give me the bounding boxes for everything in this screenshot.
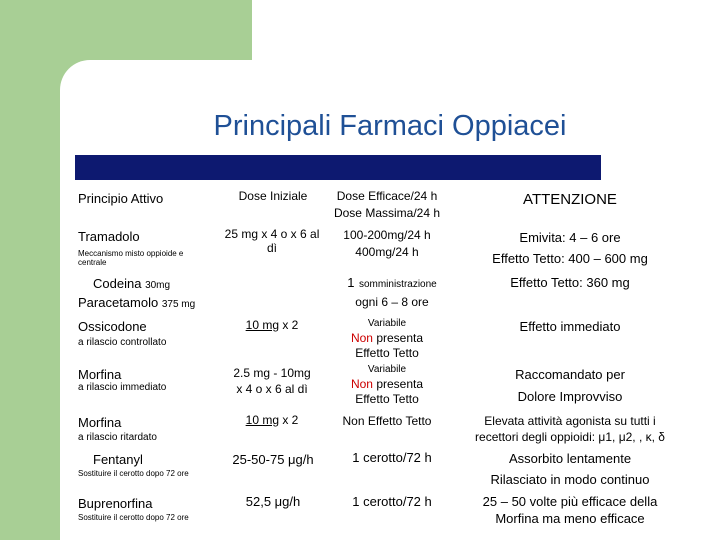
- buprenorfina-att-line1: 25 – 50 volte più efficace della: [482, 494, 658, 509]
- tramadolo-dose-iniziale: 25 mg x 4 o x 6 al dì: [224, 227, 320, 255]
- ossicodone-note: a rilascio controllato: [78, 337, 167, 348]
- ossicodone-dose-efficace: [322, 318, 452, 361]
- morfina-imm-efficace-line1: Variabile: [367, 364, 407, 375]
- buprenorfina-note: Sostituire il cerotto dopo 72 ore: [78, 513, 189, 522]
- morfina-imm-name: Morfina: [78, 367, 122, 382]
- morfina-imm-iniziale-line1: 2.5 mg - 10mg: [233, 366, 311, 380]
- morfina-rit-att-line2: recettori degli oppioidi: μ1, μ2, , κ, δ: [475, 430, 665, 445]
- fentanyl-dose-iniziale: 25-50-75 μg/h: [232, 452, 314, 467]
- fentanyl-note: Sostituire il cerotto dopo 72 ore: [78, 469, 189, 478]
- morfina-imm-dose-iniziale: [222, 366, 322, 397]
- morfina-rit-attenzione: [462, 413, 678, 445]
- tramadolo-att-line2: Effetto Tetto: 400 – 600 mg: [492, 250, 648, 266]
- codeina-efficace-num: 1: [347, 275, 355, 290]
- fentanyl-attenzione: [465, 451, 675, 488]
- morfina-imm-att-line2: Dolore Improvviso: [517, 388, 623, 404]
- codeina-dose: 30mg: [145, 280, 171, 291]
- morfina-rit-name: Morfina: [78, 415, 122, 430]
- ossicodone-efficace-line2: [322, 331, 452, 346]
- header-dose-efficace: [322, 189, 452, 222]
- header-dose-iniziale: Dose Iniziale: [238, 189, 308, 203]
- ossicodone-iniziale-dose: 10 mg: [245, 318, 279, 332]
- ossicodone-name: Ossicodone: [78, 319, 147, 334]
- codeina-efficace-line1: [322, 273, 462, 293]
- fentanyl-dose-efficace: 1 cerotto/72 h: [352, 450, 432, 465]
- tramadolo-efficace-line1: 100-200mg/24 h: [343, 228, 431, 242]
- header-dose-massima-line: Dose Massima/24 h: [333, 206, 441, 221]
- morfina-imm-efficace-non: Non: [350, 376, 373, 391]
- codeina-label: Codeina: [93, 276, 142, 291]
- ossicodone-dose-iniziale: [222, 318, 322, 333]
- codeina-efficace-line2: ogni 6 – 8 ore: [355, 295, 429, 310]
- paracetamolo-dose: 375 mg: [161, 299, 196, 310]
- tramadolo-name: Tramadolo: [78, 229, 140, 244]
- ossicodone-iniziale-freq: x 2: [279, 318, 299, 332]
- buprenorfina-attenzione: [465, 494, 675, 527]
- ossicodone-efficace-non: Non: [350, 330, 373, 345]
- codeina-attenzione: Effetto Tetto: 360 mg: [510, 275, 630, 290]
- tramadolo-dose-efficace: [322, 228, 452, 261]
- tramadolo-att-line1: Emivita: 4 – 6 ore: [519, 230, 621, 245]
- morfina-imm-att-line1: Raccomandato per: [515, 367, 625, 382]
- header-dose-efficace-line: Dose Efficace/24 h: [336, 189, 438, 203]
- ossicodone-efficace-line3: Effetto Tetto: [355, 345, 419, 360]
- morfina-imm-efficace-presenta: presenta: [372, 376, 424, 391]
- morfina-rit-dose-iniziale: [222, 413, 322, 428]
- morfina-rit-iniziale-freq: x 2: [279, 413, 299, 427]
- morfina-rit-iniziale-dose: 10 mg: [245, 413, 279, 427]
- header-principio: Principio Attivo: [78, 191, 164, 206]
- morfina-imm-efficace-line2: [322, 377, 452, 392]
- header-attenzione: ATTENZIONE: [523, 191, 617, 208]
- left-green-bar: [0, 0, 60, 540]
- morfina-imm-dose-efficace: [322, 364, 452, 407]
- tramadolo-efficace-line2: 400mg/24 h: [355, 245, 419, 260]
- fentanyl-att-line2: Rilasciato in modo continuo: [490, 471, 650, 487]
- buprenorfina-dose-efficace: 1 cerotto/72 h: [352, 494, 432, 509]
- ossicodone-attenzione: Effetto immediato: [519, 319, 621, 334]
- ossicodone-efficace-line1: Variabile: [367, 318, 407, 329]
- tramadolo-attenzione: [465, 230, 675, 267]
- buprenorfina-att-line2: Morfina ma meno efficace: [495, 510, 645, 526]
- ossicodone-efficace-presenta: presenta: [372, 330, 424, 345]
- paracetamolo-name: [78, 295, 228, 312]
- fentanyl-name: Fentanyl: [93, 452, 143, 467]
- morfina-imm-efficace-line3: Effetto Tetto: [355, 391, 419, 406]
- codeina-name: [93, 276, 233, 293]
- buprenorfina-name: Buprenorfina: [78, 496, 153, 511]
- buprenorfina-dose-iniziale: 52,5 μg/h: [245, 494, 301, 509]
- morfina-imm-note: a rilascio immediato: [78, 382, 167, 393]
- morfina-rit-note: a rilascio ritardato: [78, 432, 157, 443]
- codeina-efficace-txt: somministrazione: [358, 279, 437, 290]
- morfina-rit-dose-efficace: Non Effetto Tetto: [342, 414, 432, 428]
- fentanyl-att-line1: Assorbito lentamente: [508, 451, 632, 466]
- morfina-imm-attenzione: [465, 367, 675, 405]
- title-underline-bar: [75, 155, 601, 180]
- tramadolo-note: Meccanismo misto oppioide e centrale: [78, 249, 184, 268]
- morfina-rit-att-line1: Elevata attività agonista su tutti i: [484, 414, 656, 428]
- morfina-imm-iniziale-line2: x 4 o x 6 al dì: [236, 381, 308, 396]
- slide-title: Principali Farmaci Oppiacei: [213, 110, 567, 142]
- codeina-dose-efficace: [322, 273, 462, 311]
- paracetamolo-label: Paracetamolo: [78, 295, 159, 310]
